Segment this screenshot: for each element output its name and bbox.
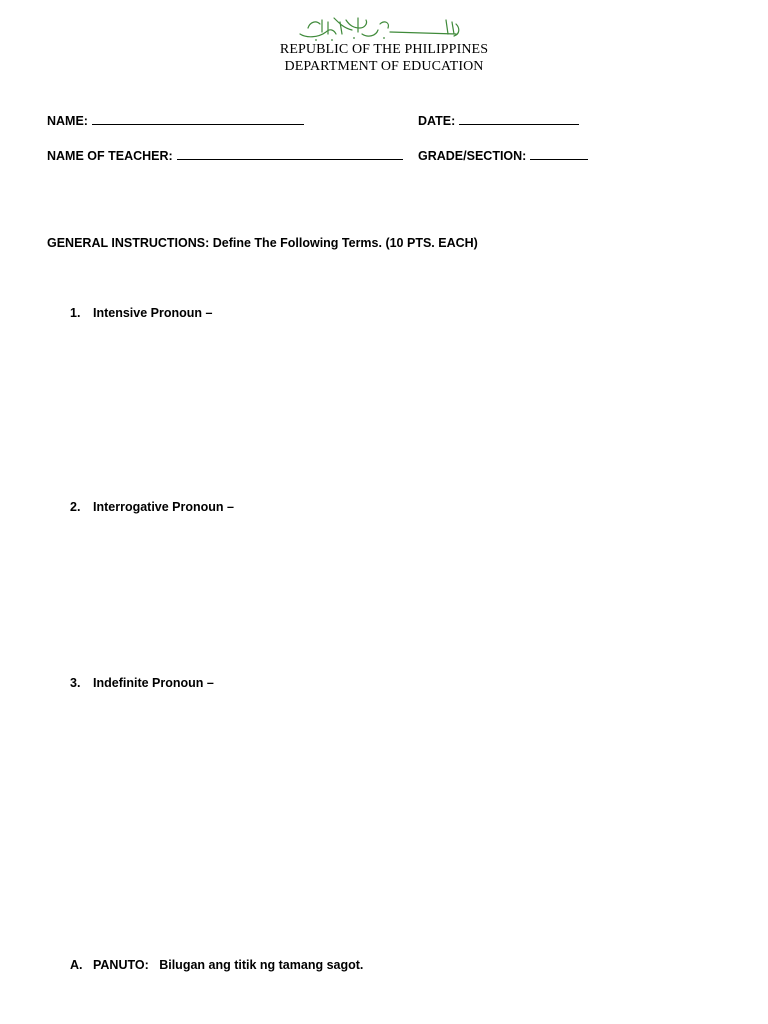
teacher-field	[47, 147, 403, 163]
date-blank[interactable]	[459, 112, 579, 125]
header-republic: REPUBLIC OF THE PHILIPPINES	[279, 42, 489, 57]
section-text: PANUTO: Bilugan ang titik ng tamang sagot.	[93, 958, 364, 972]
grade-section-field	[418, 147, 588, 163]
section-letter: A.	[70, 958, 83, 972]
item-text: Interrogative Pronoun –	[93, 500, 234, 514]
header-department: DEPARTMENT OF EDUCATION	[284, 59, 484, 74]
bismillah-logo-icon	[296, 14, 462, 44]
teacher-blank[interactable]	[177, 147, 403, 160]
grade-section-blank[interactable]	[530, 147, 588, 160]
item-number: 1.	[70, 306, 81, 320]
item-number: 3.	[70, 676, 81, 690]
item-text: Indefinite Pronoun –	[93, 676, 214, 690]
date-label: DATE:	[418, 114, 456, 128]
item-number: 2.	[70, 500, 81, 514]
name-label: NAME:	[47, 114, 88, 128]
general-instructions: GENERAL INSTRUCTIONS: Define The Following Terms. (10 PTS. EACH)	[47, 236, 478, 250]
teacher-label: NAME OF TEACHER:	[47, 149, 173, 163]
name-blank[interactable]	[92, 112, 304, 125]
date-field	[418, 112, 579, 128]
item-text: Intensive Pronoun –	[93, 306, 213, 320]
name-field	[47, 112, 304, 128]
grade-section-label: GRADE/SECTION:	[418, 149, 527, 163]
